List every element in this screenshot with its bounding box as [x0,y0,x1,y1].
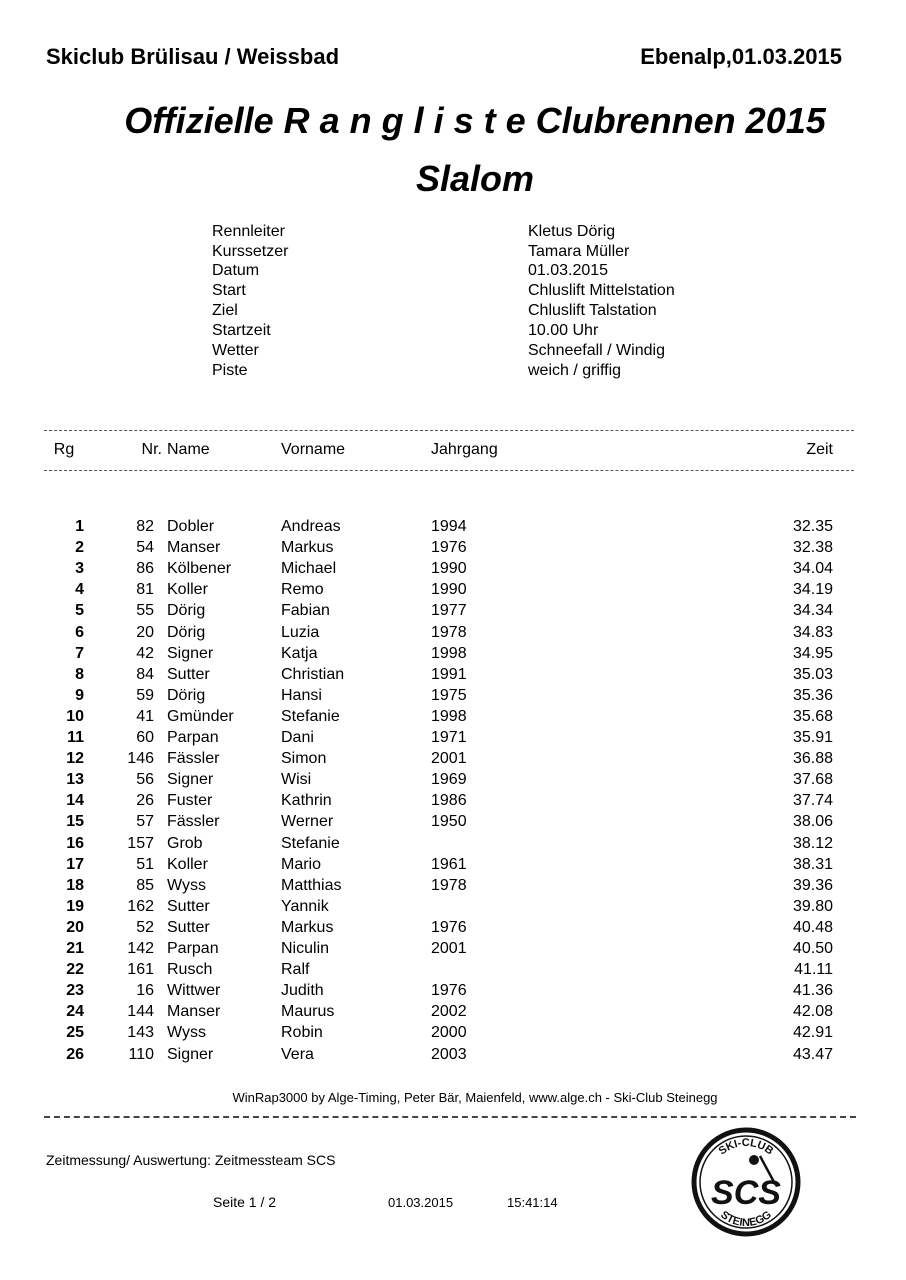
cell-jahrgang: 1991 [431,665,467,683]
cell-vorname: Maurus [281,1003,335,1021]
cell-jahrgang: 2002 [431,1003,467,1021]
cell-jahrgang: 1975 [431,686,467,704]
table-row [0,666,906,687]
cell-nr: 143 [127,1024,154,1042]
cell-rg: 9 [75,686,84,704]
cell-vorname: Andreas [281,518,341,535]
print-date: 01.03.2015 [388,1195,454,1210]
cell-zeit: 41.36 [792,982,833,1000]
table-row [0,877,906,898]
cell-name: Kölbener [167,560,232,578]
cell-vorname: Judith [281,982,324,1000]
info-value: 01.03.2015 [528,262,609,279]
cell-zeit: 35.36 [792,686,833,704]
info-value: Chluslift Mittelstation [528,282,675,299]
cell-rg: 21 [66,940,84,957]
cell-nr: 42 [136,644,154,662]
table-row [0,898,906,919]
cell-nr: 161 [127,961,154,979]
col-rg: Rg [53,441,75,458]
cell-name: Wittwer [167,982,221,1000]
divider [44,470,854,471]
cell-jahrgang: 1976 [431,982,467,1000]
cell-name: Parpan [167,729,219,746]
cell-vorname: Wisi [281,771,312,789]
table-row [0,750,906,771]
cell-rg: 24 [66,1003,84,1021]
cell-nr: 146 [127,750,154,768]
cell-vorname: Matthias [281,876,342,894]
cell-zeit: 40.50 [792,940,833,957]
cell-zeit: 36.88 [792,750,833,768]
cell-zeit: 41.11 [794,961,833,979]
software-credit: WinRap3000 by Alge-Timing, Peter Bär, Maienfeld, www.alge.ch - Ski-Club Steinegg [232,1090,718,1105]
cell-rg: 10 [66,707,84,725]
cell-rg: 12 [66,750,84,768]
cell-vorname: Dani [281,729,314,746]
cell-vorname: Niculin [281,940,330,957]
cell-rg: 7 [75,644,84,662]
cell-zeit: 35.91 [792,729,833,746]
cell-vorname: Luzia [281,623,320,641]
table-row [0,919,906,940]
cell-zeit: 42.91 [792,1024,833,1042]
cell-nr: 41 [136,707,154,725]
table-row [0,940,906,961]
cell-nr: 142 [127,940,154,957]
cell-nr: 86 [136,560,154,578]
print-time: 15:41:14 [507,1195,558,1210]
cell-name: Dörig [167,686,206,704]
cell-vorname: Katja [281,644,318,662]
cell-rg: 15 [66,813,84,831]
cell-nr: 81 [136,581,154,599]
table-row [0,1024,906,1045]
table-row [0,518,906,539]
cell-rg: 18 [66,876,84,894]
cell-name: Dörig [167,602,206,620]
cell-name: Koller [167,581,208,599]
place-date: Ebenalp,01.03.2015 [640,44,842,69]
cell-name: Koller [167,855,208,873]
cell-nr: 84 [136,665,154,683]
cell-nr: 56 [136,771,154,789]
cell-vorname: Stefanie [281,707,340,725]
cell-jahrgang: 1969 [431,771,467,789]
cell-jahrgang: 1971 [431,729,467,746]
cell-zeit: 35.68 [792,707,833,725]
cell-name: Sutter [167,918,210,936]
cell-zeit: 42.08 [792,1003,833,1021]
cell-jahrgang: 1978 [431,876,467,894]
cell-name: Fässler [167,750,220,768]
cell-rg: 4 [75,581,84,599]
cell-nr: 157 [127,834,154,852]
cell-rg: 17 [66,855,84,873]
cell-rg: 16 [66,834,84,852]
cell-jahrgang: 1950 [431,813,467,831]
cell-nr: 59 [136,686,154,704]
table-row [0,624,906,645]
cell-jahrgang: 2000 [431,1024,467,1042]
cell-name: Rusch [167,961,213,979]
cell-zeit: 39.80 [792,897,833,915]
cell-zeit: 32.35 [792,518,833,535]
cell-jahrgang: 1978 [431,623,467,641]
cell-rg: 19 [66,897,84,915]
cell-name: Dobler [167,518,215,535]
cell-vorname: Stefanie [281,834,340,852]
cell-nr: 55 [136,602,154,620]
cell-nr: 110 [128,1045,154,1063]
info-value: weich / griffig [528,362,622,379]
cell-rg: 23 [66,982,84,1000]
logo-bottom-text: STEINEGG [718,1208,774,1230]
cell-vorname: Hansi [281,686,322,704]
cell-jahrgang: 1976 [431,918,467,936]
cell-zeit: 34.83 [792,623,833,641]
cell-vorname: Yannik [281,897,329,915]
cell-jahrgang: 2001 [431,940,467,957]
cell-zeit: 32.38 [792,539,833,557]
table-row [0,982,906,1003]
cell-jahrgang: 1990 [431,581,467,599]
cell-zeit: 37.74 [792,792,833,810]
cell-zeit: 38.12 [792,834,833,852]
cell-vorname: Markus [281,539,334,557]
cell-zeit: 38.31 [792,855,833,873]
cell-nr: 82 [136,518,154,535]
cell-rg: 5 [75,602,84,620]
cell-nr: 57 [136,813,154,831]
info-value: Schneefall / Windig [528,342,665,359]
cell-rg: 8 [75,665,84,683]
cell-name: Grob [167,834,203,852]
table-row [0,602,906,623]
cell-nr: 60 [136,729,154,746]
cell-name: Gmünder [167,707,234,725]
cell-vorname: Remo [281,581,324,599]
cell-jahrgang: 1977 [431,602,467,620]
cell-zeit: 40.48 [792,918,833,936]
info-label: Piste [212,362,248,379]
cell-nr: 162 [127,897,154,915]
cell-name: Wyss [167,1024,206,1042]
cell-rg: 14 [66,792,84,810]
col-zeit: Zeit [806,441,833,458]
table-row [0,771,906,792]
table-row [0,856,906,877]
page-subtitle: Slalom [415,158,535,199]
table-row [0,581,906,602]
cell-vorname: Mario [281,855,322,873]
cell-vorname: Ralf [281,961,310,979]
divider [44,430,854,431]
table-row [0,792,906,813]
cell-nr: 26 [136,792,154,810]
cell-name: Signer [167,771,214,789]
col-vorname: Vorname [281,441,346,458]
info-label: Start [212,282,246,299]
cell-rg: 11 [67,729,84,746]
cell-nr: 144 [127,1003,154,1021]
cell-vorname: Kathrin [281,792,332,810]
table-row [0,539,906,560]
cell-name: Manser [167,539,221,557]
cell-vorname: Robin [281,1024,323,1042]
cell-rg: 26 [66,1045,84,1063]
cell-jahrgang: 2001 [431,750,467,768]
club-logo [690,1126,802,1238]
cell-zeit: 34.34 [792,602,833,620]
cell-rg: 13 [66,771,84,789]
cell-zeit: 34.04 [792,560,833,578]
cell-jahrgang: 2003 [431,1045,467,1063]
cell-zeit: 34.19 [792,581,833,599]
timing-credit: Zeitmessung/ Auswertung: Zeitmessteam SCS [46,1152,336,1168]
cell-rg: 6 [75,623,84,641]
divider [44,1116,856,1118]
cell-zeit: 43.47 [792,1045,833,1063]
table-row [0,1003,906,1024]
cell-name: Parpan [167,940,219,957]
col-jahrgang: Jahrgang [431,441,498,458]
cell-name: Wyss [167,876,206,894]
cell-rg: 1 [75,518,84,535]
table-row [0,645,906,666]
cell-vorname: Markus [281,918,334,936]
cell-nr: 85 [136,876,154,894]
cell-nr: 20 [136,623,154,641]
cell-zeit: 38.06 [792,813,833,831]
table-row [0,813,906,834]
skier-icon [749,1155,759,1165]
cell-vorname: Christian [281,665,345,683]
info-value: 10.00 Uhr [528,322,599,339]
info-label: Wetter [212,342,259,359]
cell-rg: 3 [75,560,84,578]
table-row [0,687,906,708]
cell-name: Fuster [167,792,213,810]
table-row [0,560,906,581]
cell-nr: 52 [136,918,154,936]
cell-jahrgang: 1994 [431,518,467,535]
logo-top-text: SKI-CLUB [716,1136,776,1158]
cell-jahrgang: 1998 [431,707,467,725]
cell-zeit: 39.36 [792,876,833,894]
cell-nr: 51 [136,855,154,873]
cell-vorname: Vera [281,1045,314,1063]
table-row [0,729,906,750]
info-value: Tamara Müller [528,243,630,260]
cell-zeit: 37.68 [792,771,833,789]
cell-jahrgang: 1986 [431,792,467,810]
cell-name: Sutter [167,897,210,915]
cell-zeit: 35.03 [792,665,833,683]
cell-vorname: Michael [281,560,337,578]
cell-jahrgang: 1976 [431,539,467,557]
cell-rg: 22 [66,961,84,979]
table-row [0,835,906,856]
cell-rg: 25 [66,1024,84,1042]
cell-rg: 20 [66,918,84,936]
info-value: Chluslift Talstation [528,302,657,319]
info-label: Ziel [212,302,238,319]
table-row [0,708,906,729]
cell-name: Fässler [167,813,220,831]
page-number: Seite 1 / 2 [213,1194,277,1210]
club-name: Skiclub Brülisau / Weissbad [46,44,340,69]
cell-vorname: Fabian [281,602,330,620]
info-value: Kletus Dörig [528,223,616,240]
info-label: Rennleiter [212,223,285,240]
info-label: Startzeit [212,322,271,339]
table-row [0,961,906,982]
logo-center-text: SCS [711,1174,781,1212]
cell-nr: 16 [136,982,154,1000]
cell-jahrgang: 1998 [431,644,467,662]
cell-name: Signer [167,644,214,662]
info-label: Datum [212,262,260,279]
cell-jahrgang: 1990 [431,560,467,578]
col-name: Name [167,441,210,458]
cell-jahrgang: 1961 [431,855,467,873]
cell-name: Dörig [167,623,206,641]
table-row [0,1046,906,1067]
cell-nr: 54 [136,539,154,557]
cell-rg: 2 [75,539,84,557]
cell-name: Manser [167,1003,221,1021]
cell-zeit: 34.95 [792,644,833,662]
cell-vorname: Simon [281,750,327,768]
cell-name: Sutter [167,665,210,683]
page-title: Offizielle R a n g l i s t e Clubrennen 2015 [124,100,826,141]
info-label: Kurssetzer [212,243,289,260]
col-nr: Nr. [141,441,162,458]
cell-vorname: Werner [281,813,334,831]
cell-name: Signer [167,1045,214,1063]
